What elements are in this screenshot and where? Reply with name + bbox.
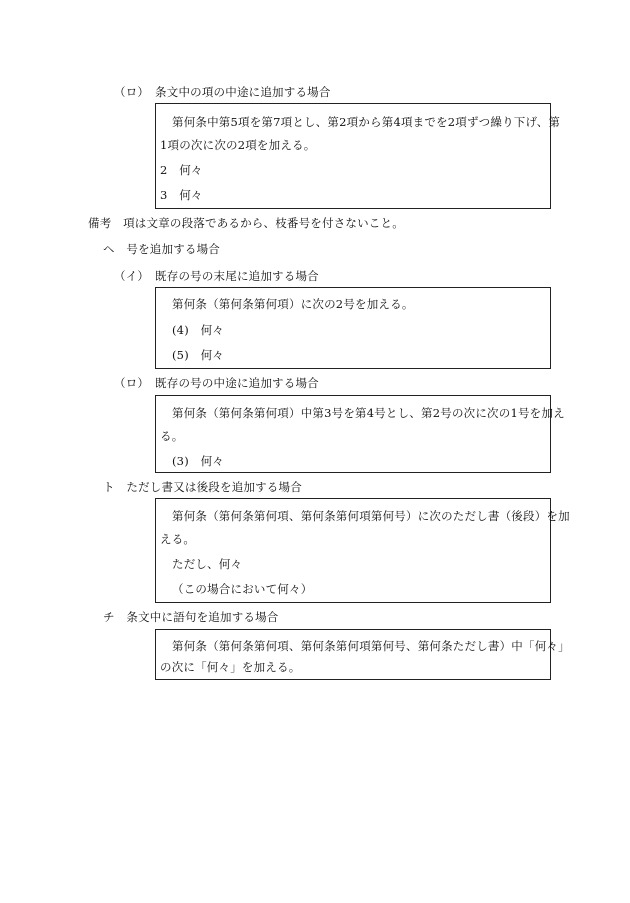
box-line: える。 — [160, 532, 196, 546]
box-line: ただし、何々 — [172, 557, 243, 571]
example-box-2 — [155, 287, 551, 369]
example-box-3 — [155, 395, 565, 473]
example-box-1 — [155, 103, 561, 209]
section-heading-chi: チ 条文中に語句を追加する場合 — [103, 610, 279, 624]
example-box-4 — [155, 498, 570, 603]
section-heading-he: ヘ 号を追加する場合 — [103, 242, 220, 256]
section-heading-ro-1: （ロ） 条文中の項の中途に追加する場合 — [114, 85, 331, 99]
box-line: 第何条（第何条第何項）に次の2号を加える。 — [172, 297, 414, 311]
box-line: (3) 何々 — [172, 454, 224, 468]
box-line: （この場合において何々） — [172, 582, 313, 596]
box-line: 3 何々 — [160, 188, 203, 202]
box-line: 第何条（第何条第何項）中第3号を第4号とし、第2号の次に次の1号を加え — [172, 406, 565, 420]
box-line: の次に「何々」を加える。 — [160, 660, 301, 674]
box-line: る。 — [160, 429, 184, 443]
section-heading-ro-2: （ロ） 既存の号の中途に追加する場合 — [114, 376, 319, 390]
box-line: 第何条中第5項を第7項とし、第2項から第4項までを2項ずつ繰り下げ、第 — [172, 115, 561, 129]
note-text: 備考 項は文章の段落であるから、枝番号を付さないこと。 — [88, 216, 404, 230]
box-line: 2 何々 — [160, 163, 203, 177]
box-line: 第何条（第何条第何項、第何条第何項第何号）に次のただし書（後段）を加 — [172, 509, 570, 523]
box-line: 第何条（第何条第何項、第何条第何項第何号、第何条ただし書）中「何々」 — [172, 639, 570, 653]
box-line: (4) 何々 — [172, 323, 224, 337]
box-line: (5) 何々 — [172, 348, 224, 362]
example-box-5 — [155, 629, 570, 680]
box-line: 1項の次に次の2項を加える。 — [160, 138, 316, 152]
section-heading-i: （イ） 既存の号の末尾に追加する場合 — [114, 269, 319, 283]
section-heading-to: ト ただし書又は後段を追加する場合 — [103, 480, 302, 494]
